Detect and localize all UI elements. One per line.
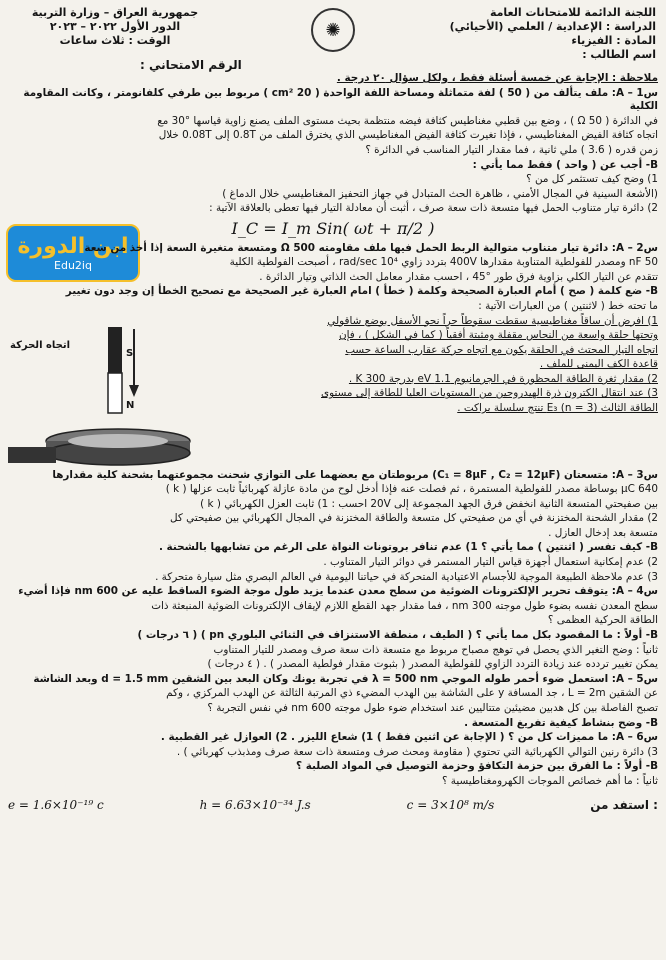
q2-b-line: اتجاه التيار المحتث في الحلقة يكون مع اتجاه حركة عقارب الساعة حسب — [345, 343, 658, 356]
student-name-line: اسم الطالب : — [582, 48, 656, 61]
q4-b-line: ثانياً : وضح التغير الذي يحصل في توهج مصباح مربوط مع متسعة ذات سعة صرف ومصدر للتيار المتناوب — [213, 643, 658, 656]
q2-b-line: 2) مقدار ثغرة الطاقة المحظورة في الجرمانيوم 1.1 eV بدرجة 300 K . — [348, 372, 658, 385]
motion-direction-label: اتجاه الحركة — [10, 339, 71, 351]
q2-b-line: 1) افرض أن ساقاً مغناطيسية سقطت سقوطاً حراً نحو الأسفل بوضع شاقولي — [327, 314, 658, 327]
q2-b-line: B- ضع كلمة ( صح ) أمام العبارة الصحيحة وكلمة ( خطأ ) امام العبارة غير الصحيحة مع تصحيح الخطأ إن وجد دون تغيير — [65, 285, 658, 298]
constants-row — [8, 799, 658, 813]
q4-b-line: B- أولاً : ما المقصود بكل مما يأتي ؟ ( الطيف ، منطقة الاستنزاف في الثنائي البلوري pn ) ( ٦ درجات ) — [137, 629, 658, 642]
q5-b-line: B- وضح بنشاط كيفية تفريغ المتسعة . — [464, 716, 658, 729]
q6-b-line: B- أولاً : ما الفرق بين حزمة التكافؤ وحزمة التوصيل في المواد الصلبة ؟ — [296, 760, 658, 773]
exam-number-label: الرقم الامتحاني : — [140, 58, 242, 72]
exam-header — [10, 6, 656, 68]
q3-b-line: 3) عدم ملاحظة الطبيعة الموجية للأجسام الاعتيادية المتحركة في حياتنا اليومية في العالم البصري مثل سيارة متحركة . — [155, 570, 658, 583]
q6-a-line: س6 – A: ما مميزات كل من ؟ ( الإجابة عن اثنين فقط ) 1) شعاع الليزر . 2) العوازل غير القطبية . — [160, 731, 658, 744]
q4-b-line: يمكن تغيير تردده عند زيادة التردد الزاوي للفولطية المصدر ( بثبوت مقدار فولطية المصدر ) . ( ٤ درجات ) — [207, 658, 658, 671]
q1-b-line: 2) دائرة تيار متناوب الحمل فيها متسعة ذات سعة صرف ، أثبت أن معادلة التيار فيها تعطى بالعلاقة الآتية : — [209, 202, 658, 215]
planck-constant: h = 6.63×10⁻³⁴ J.s — [199, 797, 311, 812]
electron-charge: e = 1.6×10⁻¹⁹ c — [8, 797, 104, 812]
q3-a-line: متسعة بعد إدخال العازل . — [548, 526, 658, 539]
q5-a-line: عن الشقين L = 2m ، جد المسافة y على الشاشة بين الهدب المضيء ذي المرتبة الثالثة عن الهدب المركزي ، وكم — [166, 687, 658, 700]
magnet-ring-figure — [8, 319, 198, 469]
republic-line: جمهورية العراق – وزارة التربية — [31, 6, 199, 19]
exam-note: ملاحظة : الإجابة عن خمسة أسئلة فقط ، ولكل سؤال ٢٠ درجة . — [336, 72, 658, 84]
constants-label: استفد من : — [590, 797, 658, 812]
q3-a-line: س3 – A: متسعتان (C₁ = 8μF , C₂ = 12μF) مربوطتان مع بعضهما على التوازي شحنت مجموعتهما بشحنة كلية مقدارها — [52, 468, 658, 481]
q2-a-line: س2 – A: دائرة تيار متناوب متوالية الربط الحمل فيها ملف مقاومته 500 Ω ومتسعة متغيرة السعة إذا أخذ من سعة — [84, 241, 658, 254]
committee-line: اللجنة الدائمة للامتحانات العامة — [489, 6, 656, 19]
q3-b-line: B- كيف تفسر ( اثنتين ) مما يأتي ؟ 1) عدم تنافر بروتونات النواة على الرغم من تشابهها بالشحنة . — [158, 541, 658, 554]
ministry-seal-icon: ✺ — [311, 8, 355, 52]
watermark-site: Edu2iq — [54, 258, 92, 272]
q1-formula: I_C = I_m Sin( ωt + π/2 ) — [231, 218, 435, 238]
study-line: الدراسة : الإعدادية / العلمي (الأحيائي) — [449, 20, 656, 33]
q1-b-line: (الأشعة السينية في المجال الأمني ، ظاهرة الحث المتبادل في جهاز التحفيز المغناطيسي خلال الدماغ ) — [222, 187, 658, 200]
session-line: الدور الأول ٢٠٢٢ – ٢٠٢٣ — [49, 20, 181, 33]
header-right — [446, 6, 656, 62]
q1-a-line: س1 – A: ملف يتألف من ( 50 ) لفة متماثلة ومساحة اللفة الواحدة ( 20 cm² ) مربوط بين طرفي كلفانومتر ، وكانت المقاومة الكلية — [23, 86, 658, 113]
q1-a-line: في الدائرة ( 50 Ω ) ، وضع بين قطبي مغناطيس كثافة فيضه منتظمة بحيث مستوى الملف يصنع زاوية قياسها °30 مع — [157, 114, 658, 127]
header-left — [10, 6, 220, 48]
q1-a-line: اتجاه كثافة الفيض المغناطيسي ، فإذا تغيرت كثافة الفيض المغناطيسي الذي يخترق الملف من 0.8T إلى 0.08T خلال — [158, 129, 658, 142]
subject-line: المادة : الفيزياء — [571, 34, 656, 47]
q4-a-line: س4 – A: يتوقف تحرير الإلكترونات الضوئية من سطح معدن عندما يزيد طول موجة الضوء الساقط عليه عن 600 nm فإذا أضيء — [18, 585, 658, 598]
time-line: الوقت : ثلاث ساعات — [59, 34, 171, 47]
q3-a-line: 2) مقدار الشحنة المختزنة في أي من صفيحتي كل متسعة والطاقة المختزنة في المجال الكهربائي بين صفيحتي كل — [170, 512, 658, 525]
q2-b-line: 3) عند انتقال الكترون ذرة الهيدروجين من المستويات العليا للطاقة إلى مستوى — [321, 387, 658, 400]
q1-b-line: 1) وضح كيف تستثمر كل من ؟ — [526, 173, 658, 186]
q3-b-line: 2) عدم إمكانية استعمال أجهزة قياس التيار المستمر في دوائر التيار المتناوب . — [323, 556, 658, 569]
q6-a-line: 3) دائرة رنين التوالي الكهربائية التي تحتوي ( مقاومة ومحث صرف ومتسعة ذات سعة صرف ومذبذب كهربائي ) . — [176, 745, 658, 758]
q2-b-line: قاعدة الكف اليمنى للملف . — [539, 358, 658, 371]
q1-b-line: B- أجب عن ( واحد ) فقط مما يأتي : — [472, 158, 658, 171]
q5-a-line: تصبح الفاصلة بين كل هدبين مضيئين متتاليين عند استخدام ضوء طول موجته 600 nm في نفس التجربة ؟ — [207, 702, 658, 714]
q2-b-line: وتحتها حلقة واسعة من النحاس مقفلة ومثبتة أفقياً ( كما في الشكل ) ، فإن — [338, 329, 658, 342]
q2-a-line: تتقدم عن التيار الكلي بزاوية فرق طور °45 ، احسب مقدار معامل الحث الذاتي وتيار الدائرة . — [259, 270, 658, 283]
north-pole-label: N — [126, 399, 135, 411]
q2-a-line: 50 nF ومصدر للفولطية المتناوبة مقدارها 400V بتردد زاوي 10⁴ rad/sec ، أصبحت الفولطية الكلية — [229, 256, 658, 269]
south-pole-label: S — [126, 347, 134, 359]
watermark-title: ابن الدورة — [17, 233, 129, 259]
q2-b-line: الطاقة الثالث E₃ (n = 3) تنتج سلسلة براكت . — [457, 402, 658, 415]
q4-a-line: الطاقة الحركية العظمى ؟ — [547, 614, 658, 627]
q2-b-line: ما تحته خط ( لاثنتين ) من العبارات الآتية : — [478, 299, 658, 312]
q6-b-line: ثانياً : ما أهم خصائص الموجات الكهرومغناطيسية ؟ — [441, 774, 658, 787]
q3-a-line: بين صفيحتي المتسعة الثانية انخفض فرق الجهد المجموعة إلى 20V احسب : 1) ثابت العزل الكهربائي ( k ) — [200, 497, 658, 510]
q1-a-line: زمن قدره ( 3.6 ) ملي ثانية ، فما مقدار التيار المناسب في الدائرة ؟ — [365, 143, 658, 156]
speed-of-light: c = 3×10⁸ m/s — [406, 797, 495, 812]
q5-a-line: س5 – A: استعمل ضوء أحمر طوله الموجي λ = 500 nm في تجربة يونك وكان البعد بين الشقين d = 1.5 mm وبعد الشاشة — [33, 672, 658, 685]
exam-content — [8, 72, 658, 812]
q3-a-line: 640 μC بوساطة مصدر للفولطية المستمرة ، ثم فصلت عنه فإذا أدخل لوح من مادة عازلة كهربائياً ثابت عزلها ( k ) — [165, 483, 658, 496]
q4-a-line: سطح المعدن نفسه بضوء طول موجته 300 nm ، فما مقدار جهد القطع اللازم لإيقاف الإلكترونات الضوئية المنبعثة ذات — [151, 599, 658, 612]
